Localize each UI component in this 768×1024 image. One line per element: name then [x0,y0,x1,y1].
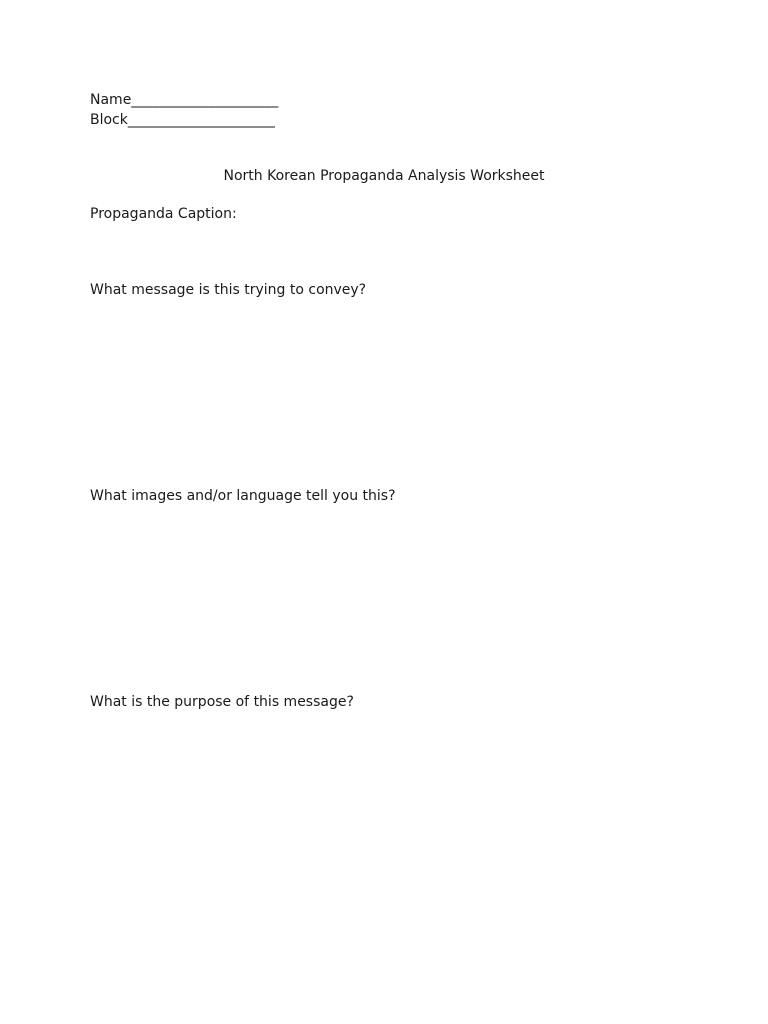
question-caption: Propaganda Caption: [90,206,237,222]
name-field-label: Name_____________________ [90,92,279,108]
question-images-language: What images and/or language tell you this? [90,488,396,504]
question-message: What message is this trying to convey? [90,282,367,298]
page-title-text: North Korean Propaganda Analysis Worksheet [223,168,545,184]
block-field-label: Block_____________________ [90,112,275,128]
page-title [0,166,768,186]
question-purpose: What is the purpose of this message? [90,694,354,710]
